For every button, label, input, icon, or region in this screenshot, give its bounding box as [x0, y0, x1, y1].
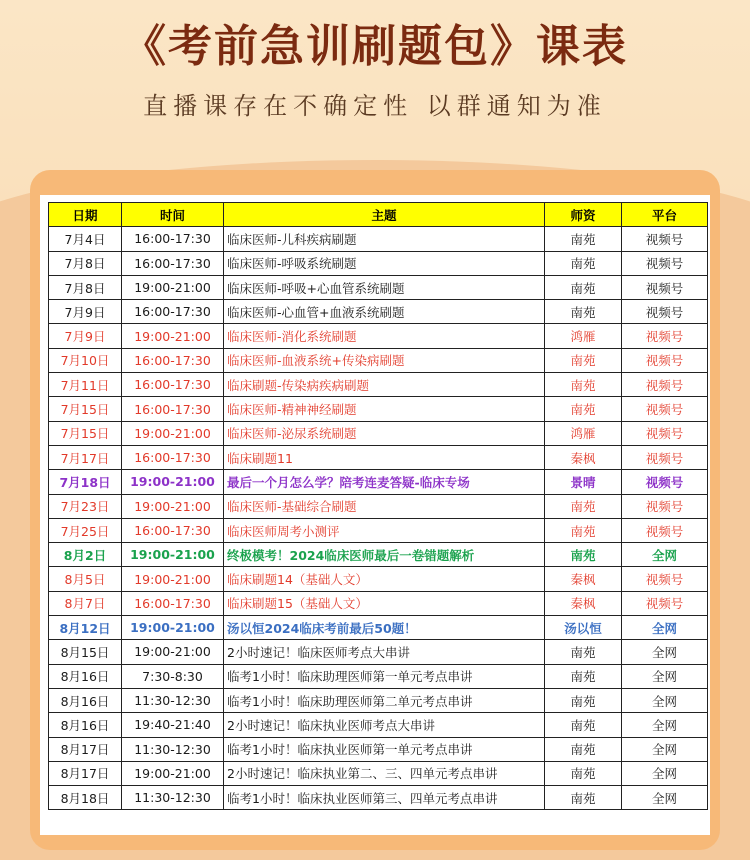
platform-cell: 全网: [622, 664, 708, 688]
time-cell: 11:30-12:30: [122, 786, 224, 810]
platform-cell: 视频号: [622, 567, 708, 591]
time-cell: 16:00-17:30: [122, 397, 224, 421]
date-cell: 7月25日: [49, 518, 122, 542]
date-cell: 8月17日: [49, 737, 122, 761]
page-subtitle: 直播课存在不确定性 以群通知为准: [143, 92, 607, 120]
time-cell: 19:00-21:00: [122, 567, 224, 591]
platform-cell: 视频号: [622, 445, 708, 469]
time-cell: 7:30-8:30: [122, 664, 224, 688]
time-cell: 19:00-21:00: [122, 275, 224, 299]
time-cell: 16:00-17:30: [122, 227, 224, 251]
table-row: [49, 567, 708, 591]
date-cell: 7月15日: [49, 421, 122, 445]
platform-cell: 全网: [622, 640, 708, 664]
teacher-cell: 南苑: [545, 543, 622, 567]
column-header-time: 时间: [122, 203, 224, 227]
topic-cell: 临床医师-泌尿系统刷题: [224, 421, 545, 445]
topic-cell: 临床医师-呼吸+心血管系统刷题: [224, 275, 545, 299]
topic-cell: 汤以恒2024临床考前最后50题！: [224, 616, 545, 640]
topic-cell: 临床刷题11: [224, 445, 545, 469]
time-cell: 16:00-17:30: [122, 251, 224, 275]
topic-cell: 最后一个月怎么学？陪考连麦答疑-临床专场: [224, 470, 545, 494]
table-row: [49, 737, 708, 761]
topic-cell: 临床刷题14（基础人文）: [224, 567, 545, 591]
topic-cell: 临考1小时！临床执业医师第一单元考点串讲: [224, 737, 545, 761]
platform-cell: 视频号: [622, 251, 708, 275]
page-title: 《考前急训刷题包》课表: [122, 21, 628, 72]
date-cell: 7月10日: [49, 348, 122, 372]
table-row: [49, 616, 708, 640]
table-row: [49, 664, 708, 688]
platform-cell: 全网: [622, 688, 708, 712]
date-cell: 8月7日: [49, 591, 122, 615]
time-cell: 19:00-21:00: [122, 470, 224, 494]
topic-cell: 临床刷题-传染病疾病刷题: [224, 373, 545, 397]
teacher-cell: 景晴: [545, 470, 622, 494]
date-cell: 7月9日: [49, 324, 122, 348]
table-row: [49, 688, 708, 712]
topic-cell: 临床刷题15（基础人文）: [224, 591, 545, 615]
time-cell: 16:00-17:30: [122, 300, 224, 324]
table-body: [49, 227, 708, 810]
time-cell: 16:00-17:30: [122, 591, 224, 615]
topic-cell: 临床医师-血液系统+传染病刷题: [224, 348, 545, 372]
date-cell: 7月18日: [49, 470, 122, 494]
topic-cell: 2小时速记！临床执业医师考点大串讲: [224, 713, 545, 737]
teacher-cell: 南苑: [545, 251, 622, 275]
table-row: [49, 300, 708, 324]
platform-cell: 全网: [622, 543, 708, 567]
teacher-cell: 南苑: [545, 518, 622, 542]
platform-cell: 视频号: [622, 227, 708, 251]
platform-cell: 视频号: [622, 591, 708, 615]
platform-cell: 视频号: [622, 348, 708, 372]
teacher-cell: 南苑: [545, 713, 622, 737]
table-row: [49, 397, 708, 421]
teacher-cell: 秦枫: [545, 591, 622, 615]
table-row: [49, 470, 708, 494]
date-cell: 8月12日: [49, 616, 122, 640]
teacher-cell: 南苑: [545, 348, 622, 372]
topic-cell: 终极模考！2024临床医师最后一卷错题解析: [224, 543, 545, 567]
teacher-cell: 鸿雁: [545, 324, 622, 348]
platform-cell: 全网: [622, 713, 708, 737]
time-cell: 19:00-21:00: [122, 494, 224, 518]
table-row: [49, 373, 708, 397]
platform-cell: 视频号: [622, 275, 708, 299]
platform-cell: 视频号: [622, 470, 708, 494]
teacher-cell: 南苑: [545, 664, 622, 688]
teacher-cell: 南苑: [545, 275, 622, 299]
date-cell: 8月16日: [49, 713, 122, 737]
teacher-cell: 南苑: [545, 761, 622, 785]
platform-cell: 全网: [622, 786, 708, 810]
teacher-cell: 南苑: [545, 786, 622, 810]
topic-cell: 临床医师-精神神经刷题: [224, 397, 545, 421]
table-row: [49, 494, 708, 518]
platform-cell: 全网: [622, 761, 708, 785]
platform-cell: 视频号: [622, 373, 708, 397]
date-cell: 8月17日: [49, 761, 122, 785]
platform-cell: 视频号: [622, 494, 708, 518]
teacher-cell: 南苑: [545, 373, 622, 397]
topic-cell: 临床医师-儿科疾病刷题: [224, 227, 545, 251]
table-row: [49, 251, 708, 275]
time-cell: 16:00-17:30: [122, 445, 224, 469]
date-cell: 8月15日: [49, 640, 122, 664]
time-cell: 11:30-12:30: [122, 737, 224, 761]
table-row: [49, 761, 708, 785]
topic-cell: 临床医师-消化系统刷题: [224, 324, 545, 348]
table-row: [49, 786, 708, 810]
schedule-table: [48, 202, 708, 810]
table-row: [49, 640, 708, 664]
date-cell: 8月16日: [49, 688, 122, 712]
topic-cell: 临床医师周考小测评: [224, 518, 545, 542]
topic-cell: 2小时速记！临床执业第二、三、四单元考点串讲: [224, 761, 545, 785]
teacher-cell: 南苑: [545, 227, 622, 251]
topic-cell: 临床医师-心血管+血液系统刷题: [224, 300, 545, 324]
time-cell: 19:00-21:00: [122, 616, 224, 640]
time-cell: 11:30-12:30: [122, 688, 224, 712]
date-cell: 7月4日: [49, 227, 122, 251]
platform-cell: 全网: [622, 616, 708, 640]
topic-cell: 临床医师-基础综合刷题: [224, 494, 545, 518]
platform-cell: 全网: [622, 737, 708, 761]
date-cell: 7月17日: [49, 445, 122, 469]
date-cell: 7月15日: [49, 397, 122, 421]
platform-cell: 视频号: [622, 518, 708, 542]
table-row: [49, 348, 708, 372]
date-cell: 8月18日: [49, 786, 122, 810]
teacher-cell: 南苑: [545, 397, 622, 421]
time-cell: 19:40-21:40: [122, 713, 224, 737]
table-header-row: [49, 203, 708, 227]
teacher-cell: 汤以恒: [545, 616, 622, 640]
table-row: [49, 518, 708, 542]
table-row: [49, 421, 708, 445]
platform-cell: 视频号: [622, 421, 708, 445]
time-cell: 19:00-21:00: [122, 761, 224, 785]
table-row: [49, 713, 708, 737]
table-row: [49, 543, 708, 567]
column-header-platform: 平台: [622, 203, 708, 227]
table-row: [49, 227, 708, 251]
table-row: [49, 275, 708, 299]
platform-cell: 视频号: [622, 324, 708, 348]
time-cell: 19:00-21:00: [122, 543, 224, 567]
column-header-topic: 主题: [224, 203, 545, 227]
time-cell: 16:00-17:30: [122, 518, 224, 542]
date-cell: 8月5日: [49, 567, 122, 591]
time-cell: 19:00-21:00: [122, 640, 224, 664]
time-cell: 19:00-21:00: [122, 324, 224, 348]
date-cell: 8月16日: [49, 664, 122, 688]
topic-cell: 临考1小时！临床助理医师第一单元考点串讲: [224, 664, 545, 688]
topic-cell: 2小时速记！临床医师考点大串讲: [224, 640, 545, 664]
column-header-teacher: 师资: [545, 203, 622, 227]
table-row: [49, 324, 708, 348]
date-cell: 7月23日: [49, 494, 122, 518]
date-cell: 8月2日: [49, 543, 122, 567]
platform-cell: 视频号: [622, 397, 708, 421]
teacher-cell: 南苑: [545, 300, 622, 324]
teacher-cell: 鸿雁: [545, 421, 622, 445]
teacher-cell: 南苑: [545, 688, 622, 712]
teacher-cell: 南苑: [545, 640, 622, 664]
topic-cell: 临考1小时！临床助理医师第二单元考点串讲: [224, 688, 545, 712]
table-row: [49, 591, 708, 615]
column-header-date: 日期: [49, 203, 122, 227]
teacher-cell: 南苑: [545, 494, 622, 518]
teacher-cell: 秦枫: [545, 567, 622, 591]
date-cell: 7月9日: [49, 300, 122, 324]
teacher-cell: 南苑: [545, 737, 622, 761]
date-cell: 7月8日: [49, 275, 122, 299]
topic-cell: 临床医师-呼吸系统刷题: [224, 251, 545, 275]
table-row: [49, 445, 708, 469]
time-cell: 16:00-17:30: [122, 373, 224, 397]
topic-cell: 临考1小时！临床执业医师第三、四单元考点串讲: [224, 786, 545, 810]
date-cell: 7月8日: [49, 251, 122, 275]
date-cell: 7月11日: [49, 373, 122, 397]
platform-cell: 视频号: [622, 300, 708, 324]
time-cell: 19:00-21:00: [122, 421, 224, 445]
time-cell: 16:00-17:30: [122, 348, 224, 372]
teacher-cell: 秦枫: [545, 445, 622, 469]
